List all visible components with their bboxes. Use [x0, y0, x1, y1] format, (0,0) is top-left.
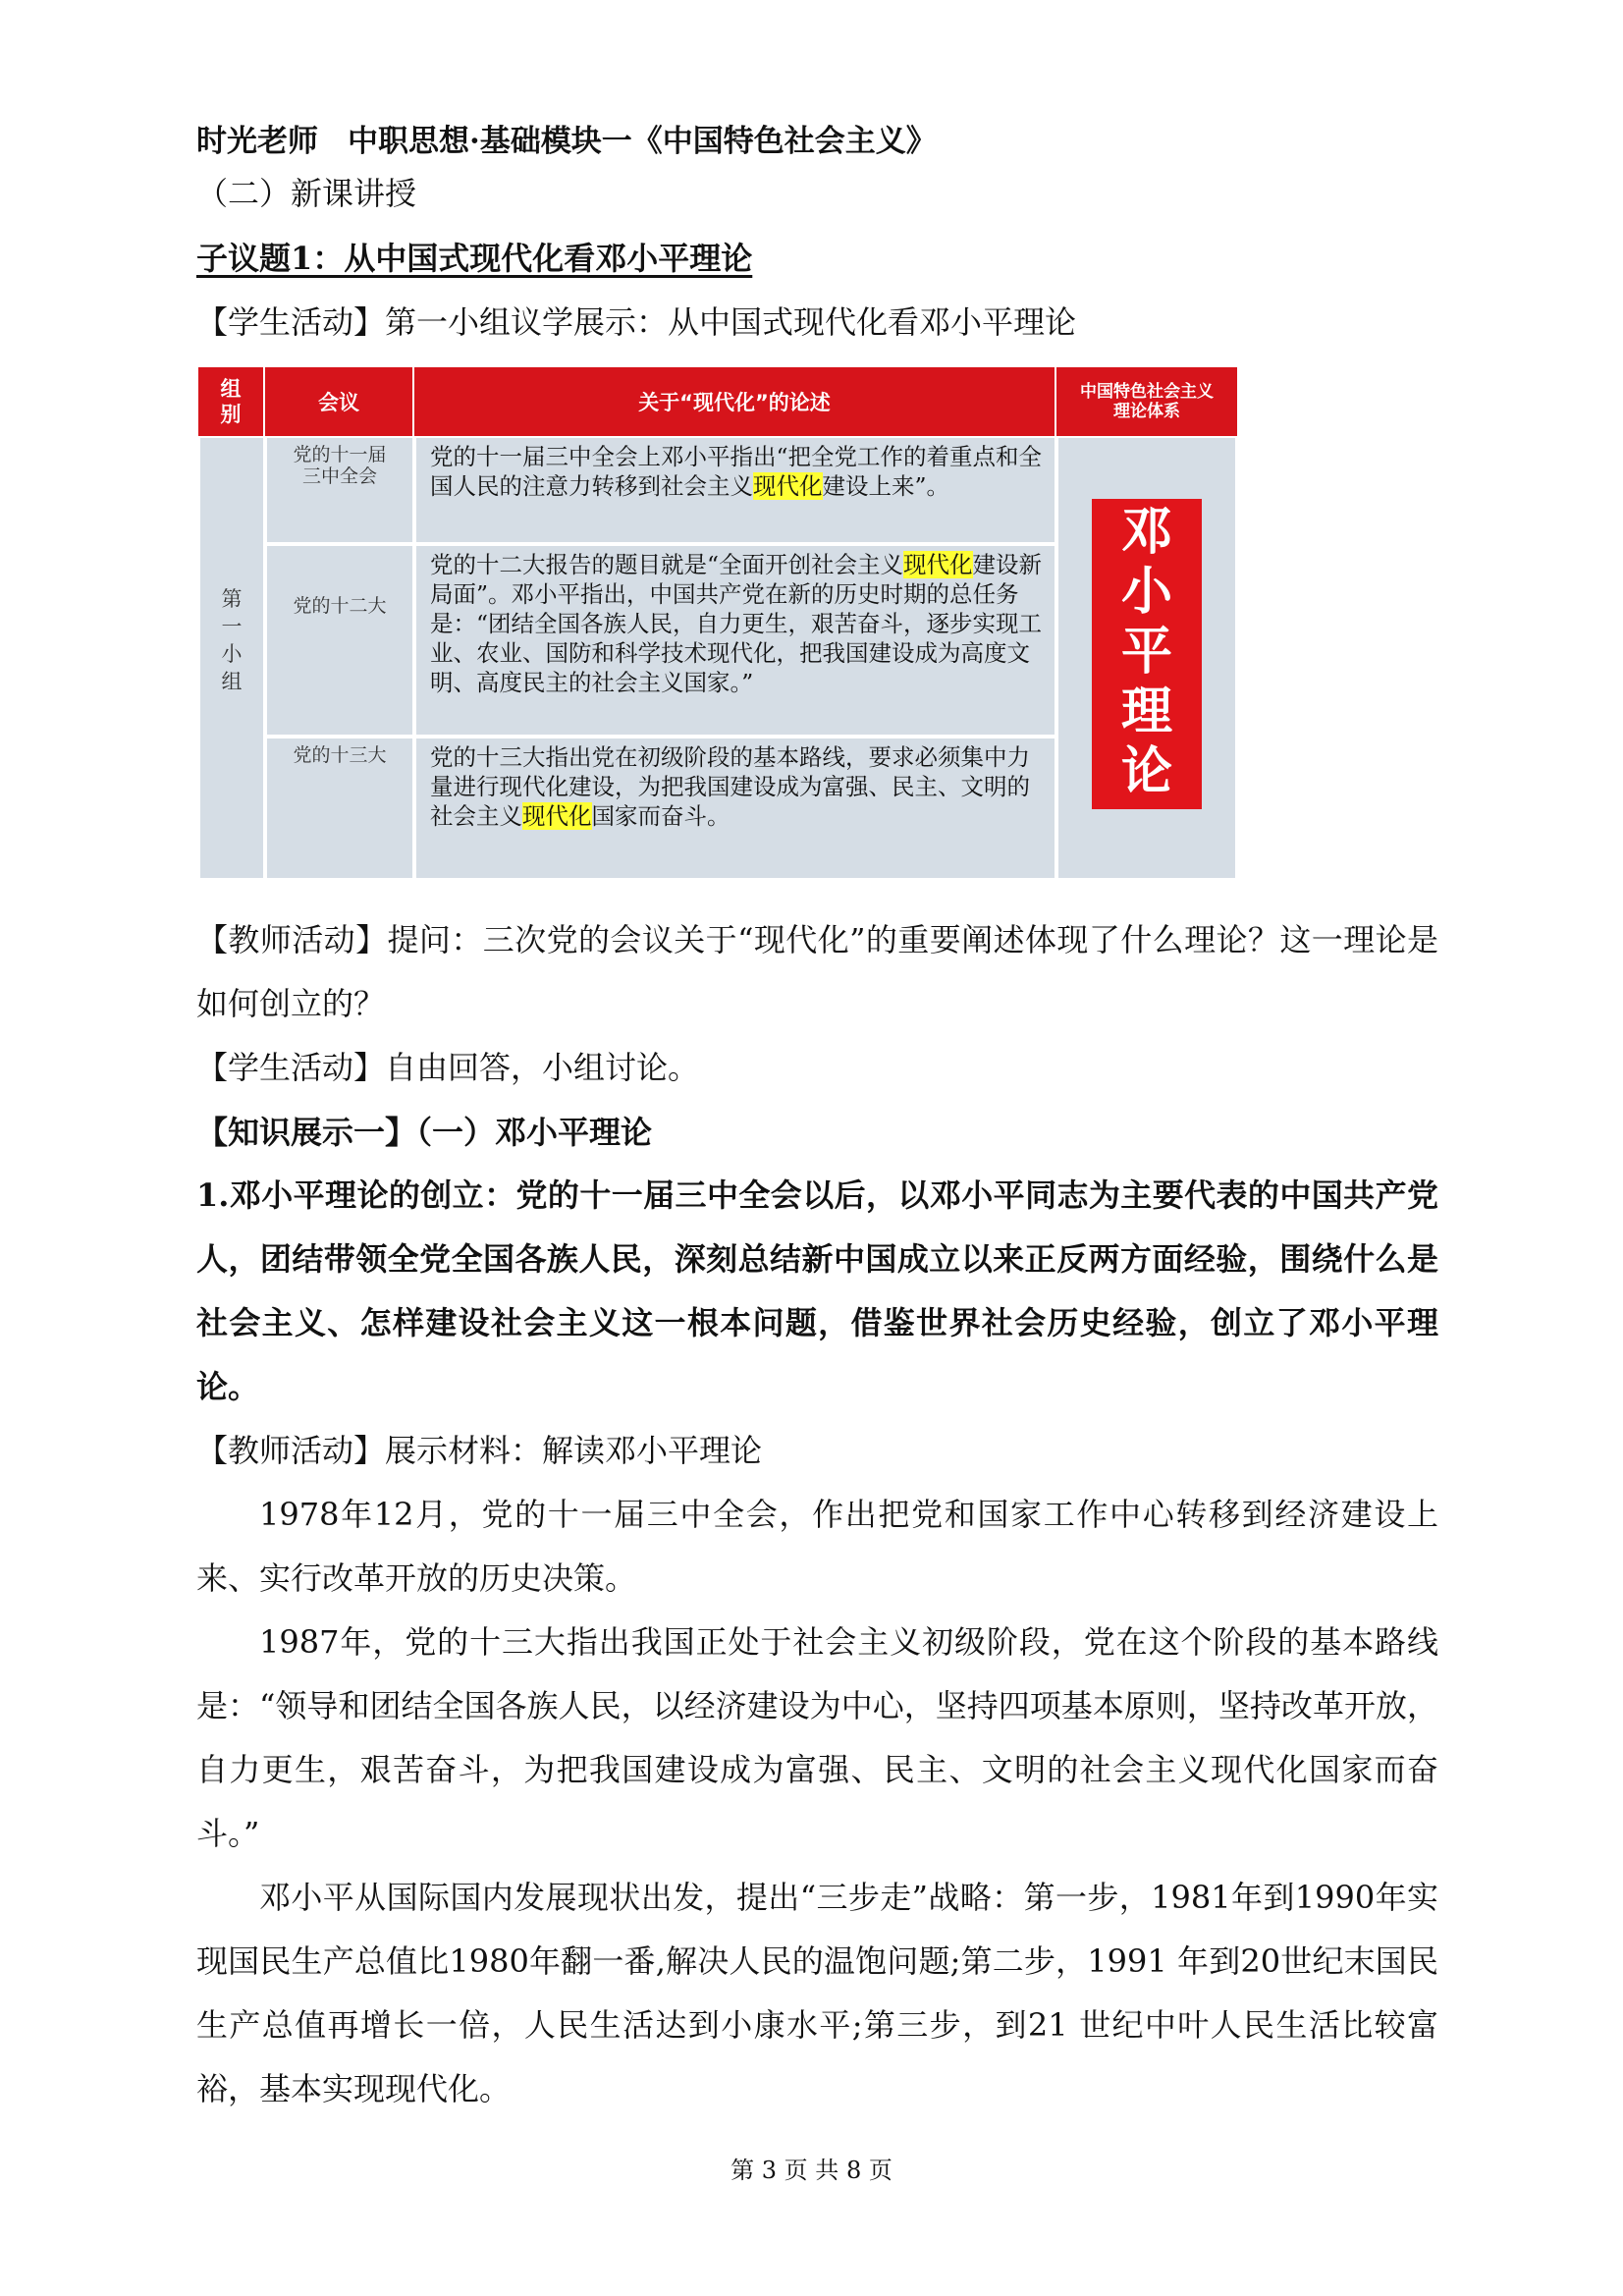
theory-label: 邓小平理论 — [1092, 499, 1202, 809]
table-header-group: 组别 — [198, 367, 265, 436]
subtopic-title: 子议题1：从中国式现代化看邓小平理论 — [196, 240, 753, 277]
material-paragraph-2: 1987年，党的十三大指出我国正处于社会主义初级阶段，党在这个阶段的基本路线是：“领导和团结全国各族人民，以经济建设为中心，坚持四项基本原则，坚持改革开放，自力更生，艰苦奋斗，为把我国建设成为富强、民主、文明的社会主义现代化国家而奋斗。” — [196, 1623, 1438, 1852]
statement-cell-1: 党的十一届三中全会上邓小平指出“把全党工作的着重点和全国人民的注意力转移到社会主义现代化建设上来”。 — [414, 436, 1056, 544]
header-course: 中职思想·基础模块一《中国特色社会主义》 — [348, 124, 937, 159]
meeting-cell-1: 党的十一届三中全会 — [265, 436, 414, 544]
meeting-cell-2: 党的十二大 — [265, 544, 414, 737]
group-cell: 第一小组 — [198, 436, 265, 880]
modernization-table — [198, 367, 1237, 880]
section-title: （二）新课讲授 — [196, 175, 417, 212]
table-header-statement: 关于“现代化”的论述 — [414, 367, 1056, 436]
knowledge-point-1: 1.邓小平理论的创立：党的十一届三中全会以后，以邓小平同志为主要代表的中国共产党人，团结带领全党全国各族人民，深刻总结新中国成立以来正反两方面经验，围绕什么是社会主义、怎样建设社会主义这一根本问题，借鉴世界社会历史经验，创立了邓小平理论。 — [196, 1176, 1438, 1405]
teacher-activity-1: 【教师活动】提问：三次党的会议关于“现代化”的重要阐述体现了什么理论？这一理论是如何创立的？ — [196, 921, 1438, 1022]
highlight-modernization-1: 现代化 — [753, 472, 823, 500]
highlight-modernization-2: 现代化 — [903, 551, 973, 578]
material-paragraph-1: 1978年12月，党的十一届三中全会，作出把党和国家工作中心转移到经济建设上来、实行改革开放的历史决策。 — [196, 1496, 1438, 1597]
highlight-modernization-3: 现代化 — [522, 802, 592, 830]
document-header — [196, 116, 937, 160]
table-header-theory: 中国特色社会主义理论体系 — [1056, 367, 1237, 436]
knowledge-title: 【知识展示一】（一）邓小平理论 — [196, 1114, 653, 1151]
table-header-meeting: 会议 — [265, 367, 414, 436]
student-activity-1: 【学生活动】第一小组议学展示：从中国式现代化看邓小平理论 — [196, 303, 1077, 341]
page-number: 第 3 页 共 8 页 — [730, 2157, 893, 2184]
header-teacher: 时光老师 — [196, 124, 318, 159]
statement-cell-3: 党的十三大指出党在初级阶段的基本路线，要求必须集中力量进行现代化建设，为把我国建设成为富强、民主、文明的社会主义现代化国家而奋斗。 — [414, 737, 1056, 880]
teacher-activity-2: 【教师活动】展示材料：解读邓小平理论 — [196, 1432, 763, 1469]
meeting-cell-3: 党的十三大 — [265, 737, 414, 880]
material-paragraph-3: 邓小平从国际国内发展现状出发，提出“三步走”战略：第一步，1981年到1990年实现国民生产总值比1980年翻一番,解决人民的温饱问题;第二步，1991 年到20世纪末国民生产总值再增长一倍，人民生活达到小康水平;第三步，到21 世纪中叶人民生活比较富裕，基本实现现代化。 — [196, 1879, 1438, 2107]
student-activity-2: 【学生活动】自由回答，小组讨论。 — [196, 1049, 700, 1086]
statement-cell-2: 党的十二大报告的题目就是“全面开创社会主义现代化建设新局面”。邓小平指出，中国共产党在新的历史时期的总任务是：“团结全国各族人民，自力更生，艰苦奋斗，逐步实现工业、农业、国防和科学技术现代化，把我国建设成为高度文明、高度民主的社会主义国家。” — [414, 544, 1056, 737]
